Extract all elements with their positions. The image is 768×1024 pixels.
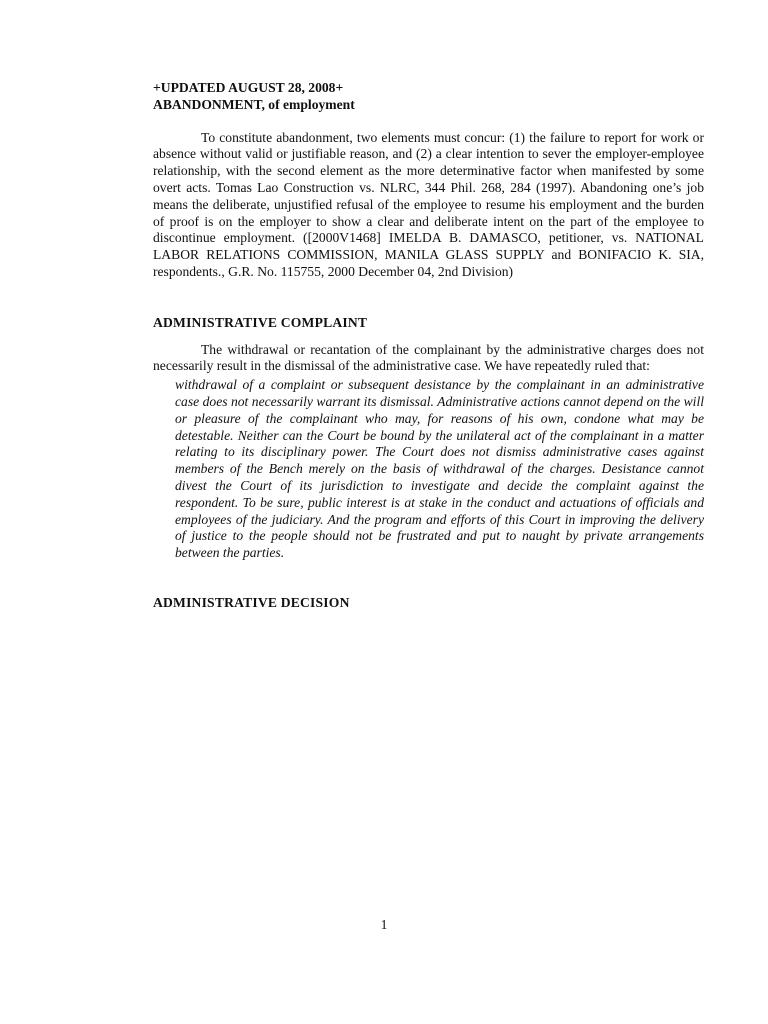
- abandonment-paragraph: To constitute abandonment, two elements must concur: (1) the failure to report for work or absence without valid or justifiable reason, and (2) a clear intention to sever the employer-employee relationship, with the second element as the more determinative factor when manifested by some overt acts. Tomas Lao Construction vs. NLRC, 344 Phil. 268, 284 (1997). Abandoning one’s job means the deliberate, unjustified refusal of the employee to resume his employment and the burden of proof is on the employer to show a clear and deliberate intent on the part of the employee to discontinue employment. ([2000V1468] IMELDA B. DAMASCO, petitioner, vs. NATIONAL LABOR RELATIONS COMMISSION, MANILA GLASS SUPPLY and BONIFACIO K. SIA, respondents., G.R. No. 115755, 2000 December 04, 2nd Division): [153, 129, 704, 279]
- section-title: ABANDONMENT, of employment: [153, 96, 355, 112]
- page-number: 1: [380, 917, 388, 932]
- administrative-complaint-quote: withdrawal of a complaint or subsequent desistance by the complainant in an administrative case does not necessarily warrant its dismissal. Administrative actions cannot depend on the will or pleasure of the complainant who may, for reasons of his own, condone what may be detestable. Neither can the Court be bound by the unilateral act of the complainant in a matter relating to its disciplinary power. The Court does not dismiss administrative cases against members of the Bench merely on the basis of withdrawal of the charges. Desistance cannot divest the Court of its jurisdiction to investigate and decide the complaint against the respondent. To be sure, public interest is at stake in the conduct and actuations of officials and employees of the judiciary. And the program and efforts of this Court in improving the delivery of justice to the people should not be frustrated and put to naught by private arrangements between the parties.: [175, 377, 704, 561]
- update-line: +UPDATED AUGUST 28, 2008+: [153, 80, 344, 95]
- administrative-complaint-paragraph: The withdrawal or recantation of the complainant by the administrative charges does not necessarily result in the dismissal of the administrative case. We have repeatedly ruled that:: [153, 341, 704, 374]
- document-body: [153, 80, 704, 612]
- heading-administrative-decision: ADMINISTRATIVE DECISION: [153, 594, 350, 610]
- heading-administrative-complaint: ADMINISTRATIVE COMPLAINT: [153, 314, 368, 330]
